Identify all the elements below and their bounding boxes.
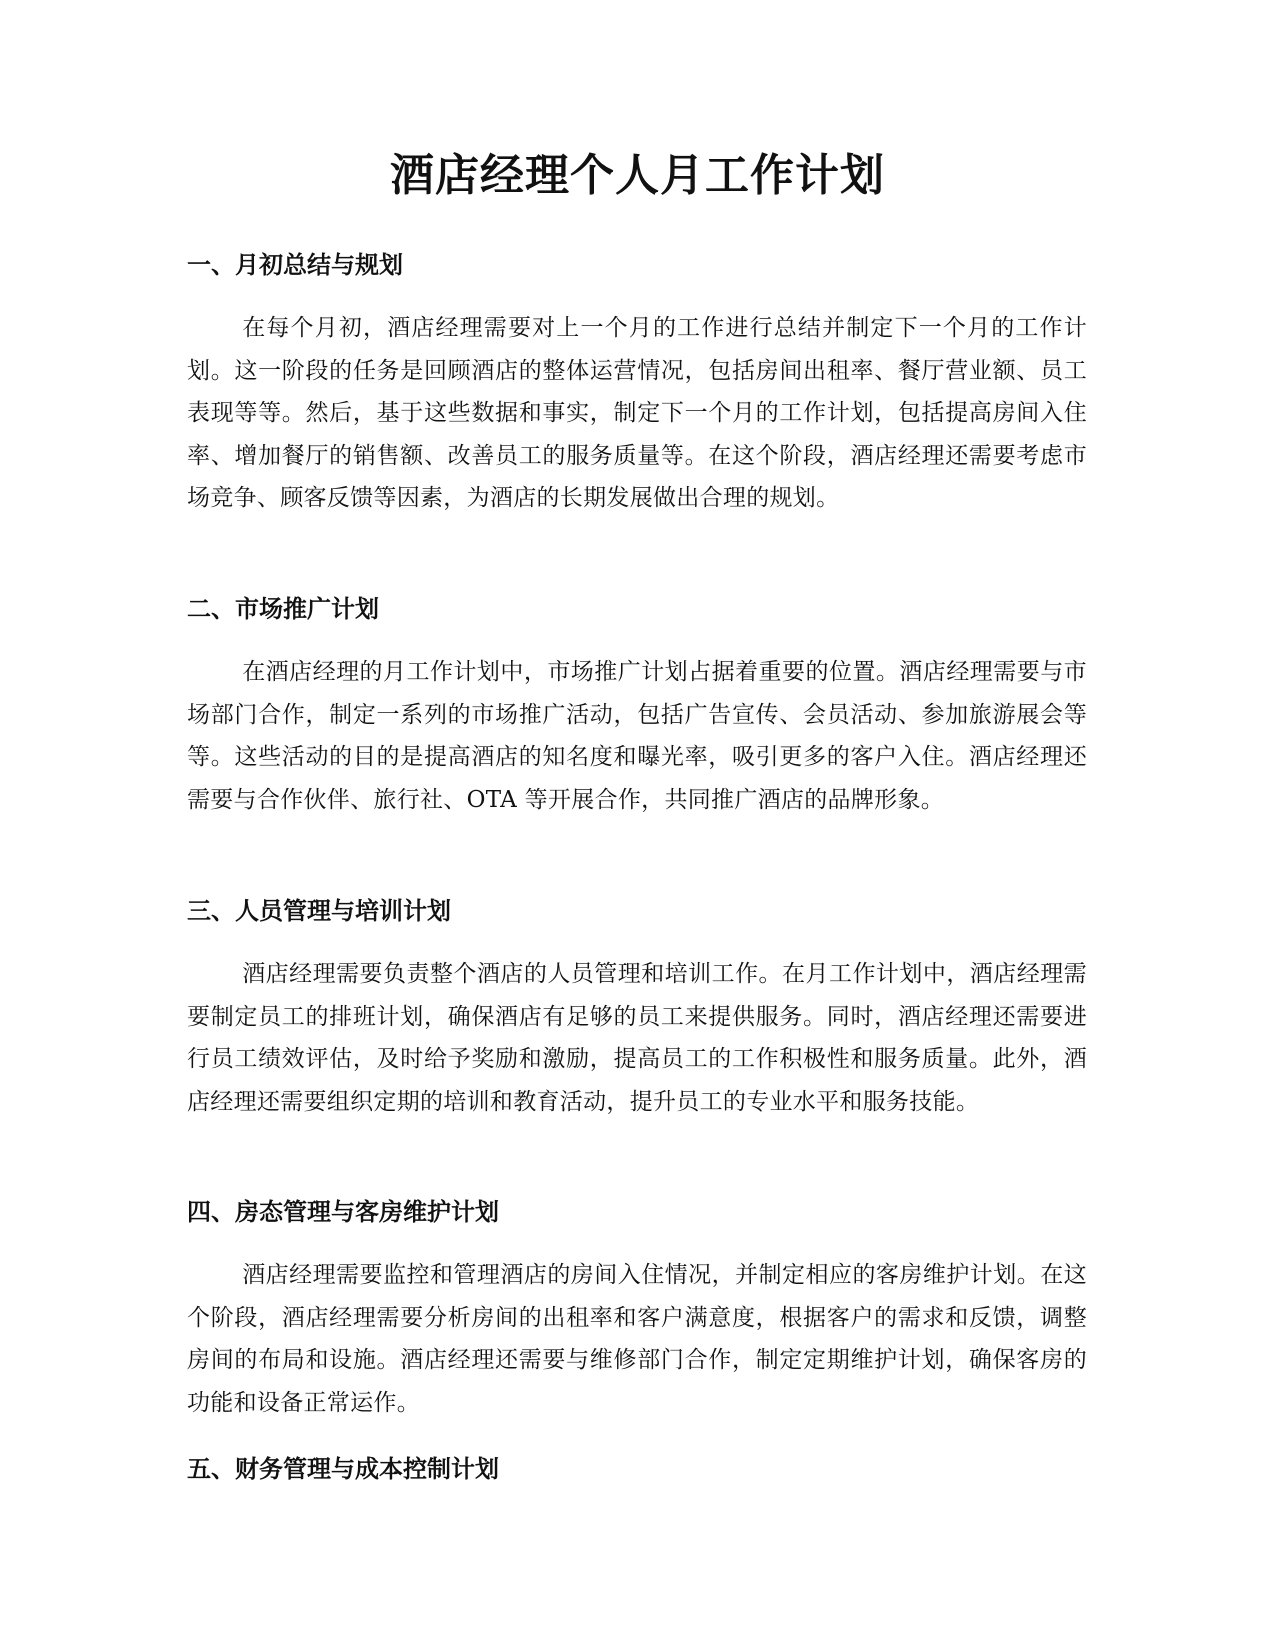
section-paragraph: 酒店经理需要监控和管理酒店的房间入住情况，并制定相应的客房维护计划。在这个阶段，酒店经理需要分析房间的出租率和客户满意度，根据客户的需求和反馈，调整房间的布局和设施。酒店经理还需要与维修部门合作，制定定期维护计划，确保客房的功能和设备正常运作。: [187, 1262, 1087, 1416]
section-paragraph: 酒店经理需要负责整个酒店的人员管理和培训工作。在月工作计划中，酒店经理需要制定员工的排班计划，确保酒店有足够的员工来提供服务。同时，酒店经理还需要进行员工绩效评估，及时给予奖励和激励，提高员工的工作积极性和服务质量。此外，酒店经理还需要组织定期的培训和教育活动，提升员工的专业水平和服务技能。: [187, 961, 1087, 1115]
section-marketing-plan: [187, 594, 1087, 821]
section-room-maintenance: [187, 1197, 1087, 1424]
section-heading: 二、市场推广计划: [187, 595, 379, 623]
section-staff-training: [187, 896, 1087, 1123]
section-heading: 四、房态管理与客房维护计划: [187, 1198, 499, 1226]
document-title: 酒店经理个人月工作计划: [390, 150, 885, 201]
section-paragraph: 在每个月初，酒店经理需要对上一个月的工作进行总结并制定下一个月的工作计划。这一阶段的任务是回顾酒店的整体运营情况，包括房间出租率、餐厅营业额、员工表现等等。然后，基于这些数据和事实，制定下一个月的工作计划，包括提高房间入住率、增加餐厅的销售额、改善员工的服务质量等。在这个阶段，酒店经理还需要考虑市场竞争、顾客反馈等因素，为酒店的长期发展做出合理的规划。: [187, 315, 1087, 511]
section-heading: 一、月初总结与规划: [187, 251, 403, 279]
section-heading: 三、人员管理与培训计划: [187, 897, 451, 925]
section-monthly-summary: [187, 250, 1087, 520]
section-paragraph: 在酒店经理的月工作计划中，市场推广计划占据着重要的位置。酒店经理需要与市场部门合作，制定一系列的市场推广活动，包括广告宣传、会员活动、参加旅游展会等等。这些活动的目的是提高酒店的知名度和曝光率，吸引更多的客户入住。酒店经理还需要与合作伙伴、旅行社、OTA 等开展合作，共同推广酒店的品牌形象。: [187, 659, 1087, 813]
section-heading: 五、财务管理与成本控制计划: [187, 1455, 499, 1483]
section-finance-cost: [187, 1454, 1087, 1484]
